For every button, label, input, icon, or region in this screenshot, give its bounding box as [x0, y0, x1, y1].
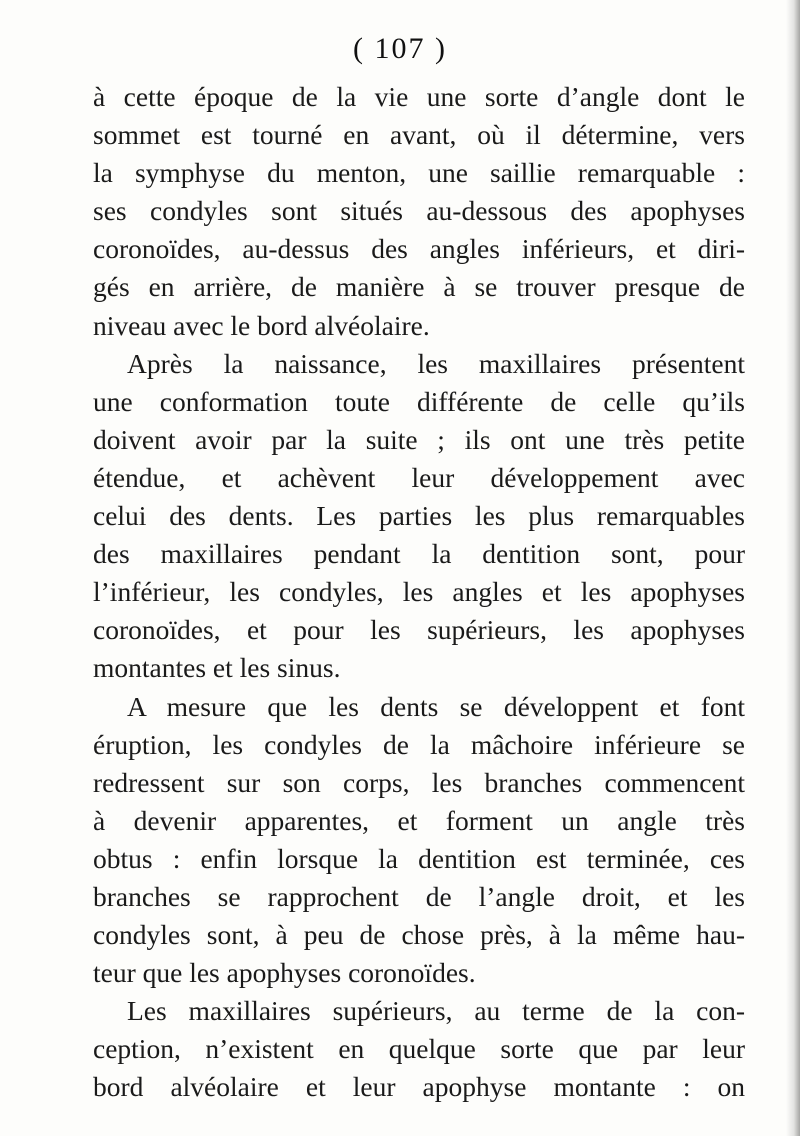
text-line: sommet est tourné en avant, où il détermine, vers	[93, 119, 745, 151]
text-line: celui des dents. Les parties les plus remarquables	[93, 500, 745, 532]
text-line: niveau avec le bord alvéolaire.	[93, 309, 430, 341]
page-edge-shadow	[786, 0, 800, 1136]
text-line: teur que les apophyses coronoïdes.	[93, 957, 476, 989]
text-line: éruption, les condyles de la mâchoire inférieure se	[93, 728, 745, 760]
text-line: redressent sur son corps, les branches commencent	[93, 766, 745, 798]
text-line: une conformation toute différente de celle qu’ils	[93, 385, 745, 417]
text-line: l’inférieur, les condyles, les angles et les apophyses	[93, 576, 745, 608]
text-line: gés en arrière, de manière à se trouver presque de	[93, 271, 745, 303]
text-line: ception, n’existent en quelque sorte que par leur	[93, 1033, 745, 1065]
text-line: montantes et les sinus.	[93, 652, 341, 684]
page-number: ( 107 )	[353, 32, 447, 65]
body-text	[93, 78, 745, 1107]
text-line: coronoïdes, au-dessus des angles inférieurs, et diri-	[93, 233, 745, 265]
text-line: bord alvéolaire et leur apophyse montante : on	[93, 1071, 745, 1103]
text-line: doivent avoir par la suite ; ils ont une très petite	[93, 423, 745, 455]
text-line: des maxillaires pendant la dentition sont, pour	[93, 538, 745, 570]
text-line: condyles sont, à peu de chose près, à la même hau-	[93, 919, 745, 951]
text-line: coronoïdes, et pour les supérieurs, les apophyses	[93, 614, 745, 646]
text-line: ses condyles sont situés au-dessous des apophyses	[93, 195, 745, 227]
text-line: obtus : enfin lorsque la dentition est terminée, ces	[93, 842, 745, 874]
text-line: à cette époque de la vie une sorte d’angle dont le	[93, 81, 745, 112]
text-line: étendue, et achèvent leur développement avec	[93, 461, 745, 493]
text-line: la symphyse du menton, une saillie remarquable :	[93, 157, 745, 189]
text-line: Les maxillaires supérieurs, au terme de la con-	[127, 995, 745, 1027]
text-line: Après la naissance, les maxillaires présentent	[127, 347, 745, 379]
text-line: A mesure que les dents se développent et font	[127, 690, 745, 722]
text-line: branches se rapprochent de l’angle droit, et les	[93, 880, 745, 912]
text-line: à devenir apparentes, et forment un angle très	[93, 804, 745, 836]
